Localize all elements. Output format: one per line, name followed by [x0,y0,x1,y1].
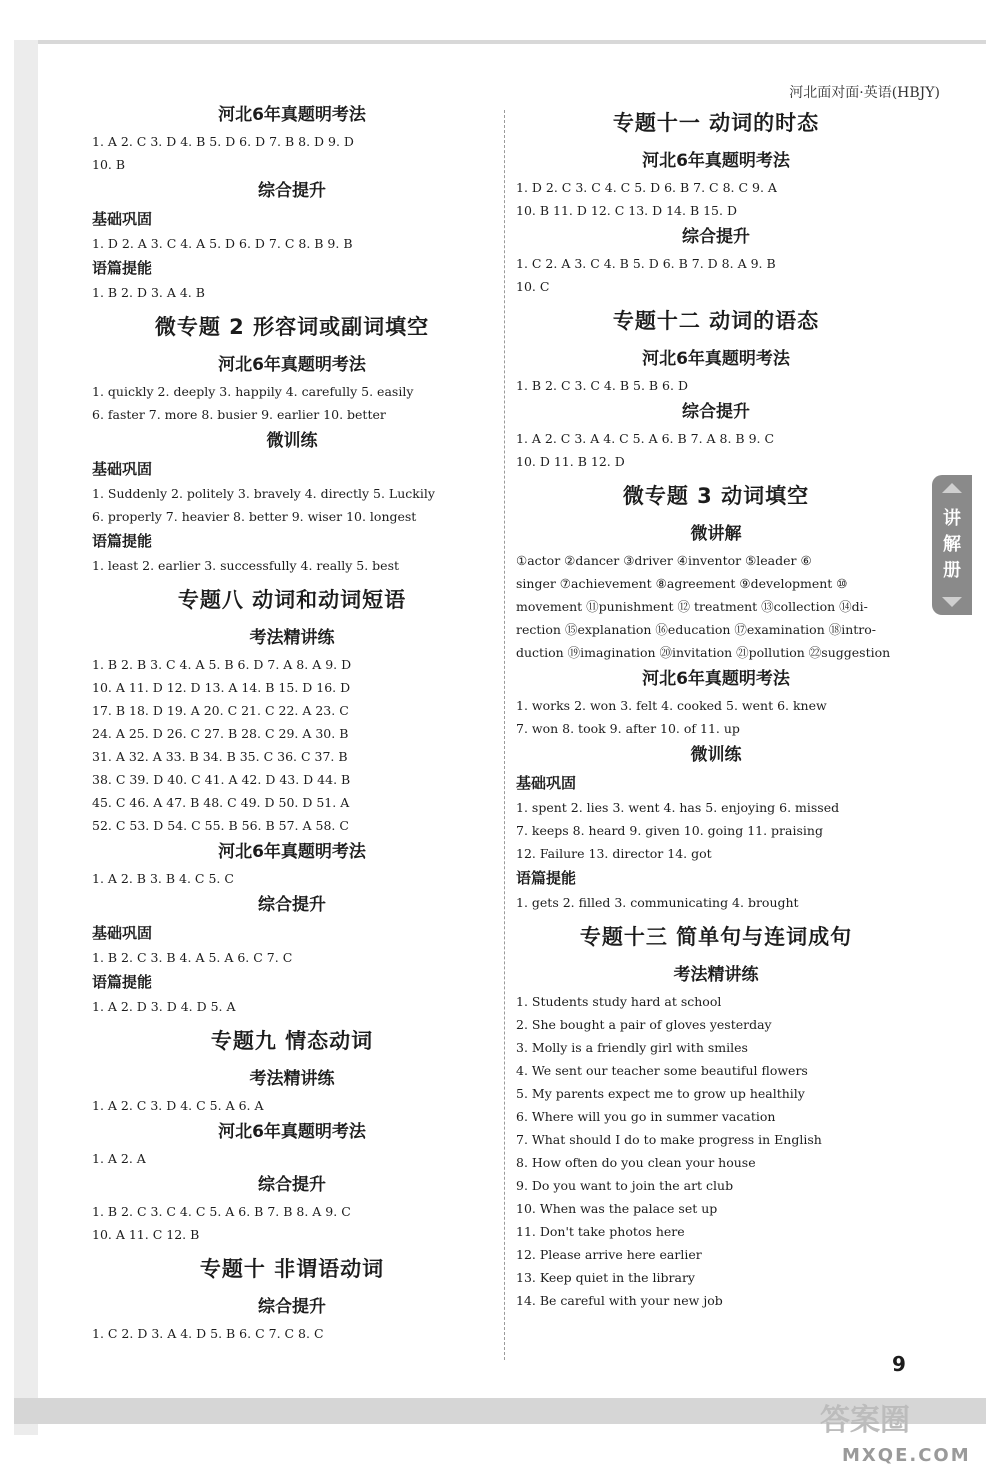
left-subsection-title: 综合提升 [258,1297,326,1317]
right-answer-line: 5. My parents expect me to grow up healthily [516,1086,805,1101]
left-answer-line: 10. A 11. D 12. D 13. A 14. B 15. D 16. D [92,680,351,695]
right-answer-line: 13. Keep quiet in the library [516,1270,695,1285]
left-subsection-title: 河北6年真题明考法 [218,355,366,375]
right-answer-line: rection ⑮explanation ⑯education ⑰examination ⑱intro- [516,622,877,637]
left-answer-line: 17. B 18. D 19. A 20. C 21. C 22. A 23. C [92,703,349,718]
left-answer-line: 1. B 2. D 3. A 4. B [92,285,205,300]
right-answer-line: 10. C [516,279,550,294]
right-answer-line: 1. B 2. C 3. C 4. B 5. B 6. D [516,378,688,393]
right-subsection-title: 微讲解 [690,524,742,544]
right-answer-line: 10. D 11. B 12. D [516,454,625,469]
right-subsection-title: 综合提升 [682,402,750,422]
right-section-title: 专题十一 动词的时态 [612,111,820,135]
left-subsection-title: 河北6年真题明考法 [218,105,366,125]
right-answer-line: 3. Molly is a friendly girl with smiles [516,1040,748,1055]
left-answer-line: 52. C 53. D 54. C 55. B 56. B 57. A 58. C [92,818,349,833]
left-answer-line: 10. A 11. C 12. B [92,1227,200,1242]
left-answer-line: 1. Suddenly 2. politely 3. bravely 4. directly 5. Luckily [92,486,435,501]
left-answer-line: 1. D 2. A 3. C 4. A 5. D 6. D 7. C 8. B 9. B [92,236,353,251]
left-answer-line: 1. A 2. D 3. D 4. D 5. A [92,999,236,1014]
side-tab-char-2: 解 [943,534,961,555]
left-answer-line: 1. least 2. earlier 3. successfully 4. really 5. best [92,558,400,573]
left-answer-line: 1. A 2. A [92,1151,146,1166]
right-answer-line: 7. keeps 8. heard 9. given 10. going 11. praising [516,823,823,838]
right-subsection-title: 河北6年真题明考法 [642,669,790,689]
left-section-title: 微专题 2 形容词或副词填空 [154,315,430,339]
side-tab-char-1: 讲 [943,508,961,529]
left-answer-line: 1. B 2. C 3. B 4. A 5. A 6. C 7. C [92,950,293,965]
right-answer-line: 1. works 2. won 3. felt 4. cooked 5. went 6. knew [516,698,827,713]
left-subsection-title: 河北6年真题明考法 [218,842,366,862]
left-subsection-title: 综合提升 [258,895,326,915]
left-section-title: 专题十 非谓语动词 [199,1257,385,1281]
right-answer-line: singer ⑦achievement ⑧agreement ⑨development ⑩ [516,576,848,591]
left-section-title: 专题九 情态动词 [210,1029,374,1053]
right-section-title: 微专题 3 动词填空 [622,484,810,508]
section-side-tab[interactable] [932,475,972,615]
left-subsection-title: 考法精讲练 [249,1069,335,1089]
right-answer-line: 7. won 8. took 9. after 10. of 11. up [516,721,740,736]
left-subsection-title: 综合提升 [258,1175,326,1195]
right-answer-line: 14. Be careful with your new job [516,1293,723,1308]
right-subsection-title: 微训练 [690,745,742,765]
right-answer-line: ①actor ②dancer ③driver ④inventor ⑤leader ⑥ [516,553,812,568]
right-answer-line: 1. A 2. C 3. A 4. C 5. A 6. B 7. A 8. B 9. C [516,431,775,446]
left-subsection-title: 综合提升 [258,181,326,201]
right-answer-line: 10. B 11. D 12. C 13. D 14. B 15. D [516,203,737,218]
left-answer-line: 1. A 2. C 3. D 4. C 5. A 6. A [92,1098,264,1113]
right-answer-line: 12. Failure 13. director 14. got [516,846,712,861]
left-part-label: 语篇提能 [92,532,153,550]
page-binding-edge [14,40,38,1435]
right-section-title: 专题十二 动词的语态 [612,309,820,333]
left-answer-line: 1. B 2. B 3. C 4. A 5. B 6. D 7. A 8. A 9. D [92,657,352,672]
running-header: 河北面对面·英语(HBJY) [789,85,940,101]
left-answer-line: 1. B 2. C 3. C 4. C 5. A 6. B 7. B 8. A 9. C [92,1204,351,1219]
right-column [516,100,916,1312]
left-part-label: 基础巩固 [92,460,153,478]
right-answer-line: 1. gets 2. filled 3. communicating 4. brought [516,895,799,910]
left-part-label: 语篇提能 [92,973,153,991]
left-answer-line: 6. properly 7. heavier 8. better 9. wiser 10. longest [92,509,417,524]
left-answer-line: 6. faster 7. more 8. busier 9. earlier 10. better [92,407,386,422]
right-answer-line: 10. When was the palace set up [516,1201,718,1216]
left-answer-line: 10. B [92,157,126,172]
right-section-title: 专题十三 简单句与连词成句 [579,925,853,949]
right-answer-line: 1. C 2. A 3. C 4. B 5. D 6. B 7. D 8. A 9. B [516,256,776,271]
watermark-site: MXQE.COM [842,1445,971,1466]
left-answer-line: 1. quickly 2. deeply 3. happily 4. carefully 5. easily [92,384,414,399]
left-answer-line: 1. A 2. B 3. B 4. C 5. C [92,871,234,886]
right-answer-line: 9. Do you want to join the art club [516,1178,734,1193]
left-answer-line: 1. C 2. D 3. A 4. D 5. B 6. C 7. C 8. C [92,1326,324,1341]
page-number: 9 [892,1352,906,1376]
right-subsection-title: 河北6年真题明考法 [642,349,790,369]
right-answer-line: 4. We sent our teacher some beautiful flowers [516,1063,808,1078]
left-subsection-title: 微训练 [266,431,318,451]
column-divider [504,110,505,1360]
left-answer-line: 24. A 25. D 26. C 27. B 28. C 29. A 30. B [92,726,349,741]
right-answer-line: 11. Don't take photos here [516,1224,685,1239]
left-part-label: 基础巩固 [92,210,153,228]
watermark-stamp: 答案圈 [820,1403,910,1438]
right-answer-line: 7. What should I do to make progress in English [516,1132,822,1147]
left-part-label: 语篇提能 [92,259,153,277]
right-part-label: 语篇提能 [516,869,577,887]
left-column [92,100,492,1345]
left-answer-line: 1. A 2. C 3. D 4. B 5. D 6. D 7. B 8. D 9. D [92,134,354,149]
left-subsection-title: 河北6年真题明考法 [218,1122,366,1142]
right-answer-line: movement ⑪punishment ⑫ treatment ⑬collection ⑭di- [516,599,868,614]
left-answer-line: 38. C 39. D 40. C 41. A 42. D 43. D 44. B [92,772,351,787]
right-answer-line: 2. She bought a pair of gloves yesterday [516,1017,772,1032]
right-subsection-title: 河北6年真题明考法 [642,151,790,171]
right-answer-line: 1. spent 2. lies 3. went 4. has 5. enjoying 6. missed [516,800,840,815]
right-answer-line: 6. Where will you go in summer vacation [516,1109,776,1124]
right-answer-line: 8. How often do you clean your house [516,1155,756,1170]
left-section-title: 专题八 动词和动词短语 [177,588,407,612]
right-answer-line: 1. Students study hard at school [516,994,722,1009]
right-subsection-title: 考法精讲练 [673,965,759,985]
side-tab-char-3: 册 [943,560,961,581]
right-subsection-title: 综合提升 [682,227,750,247]
right-part-label: 基础巩固 [516,774,577,792]
left-answer-line: 31. A 32. A 33. B 34. B 35. C 36. C 37. B [92,749,348,764]
left-subsection-title: 考法精讲练 [249,628,335,648]
left-part-label: 基础巩固 [92,924,153,942]
left-answer-line: 45. C 46. A 47. B 48. C 49. D 50. D 51. A [92,795,350,810]
right-answer-line: duction ⑲imagination ⑳invitation ㉑pollution ㉒suggestion [516,645,891,660]
right-answer-line: 12. Please arrive here earlier [516,1247,702,1262]
right-answer-line: 1. D 2. C 3. C 4. C 5. D 6. B 7. C 8. C 9. A [516,180,777,195]
